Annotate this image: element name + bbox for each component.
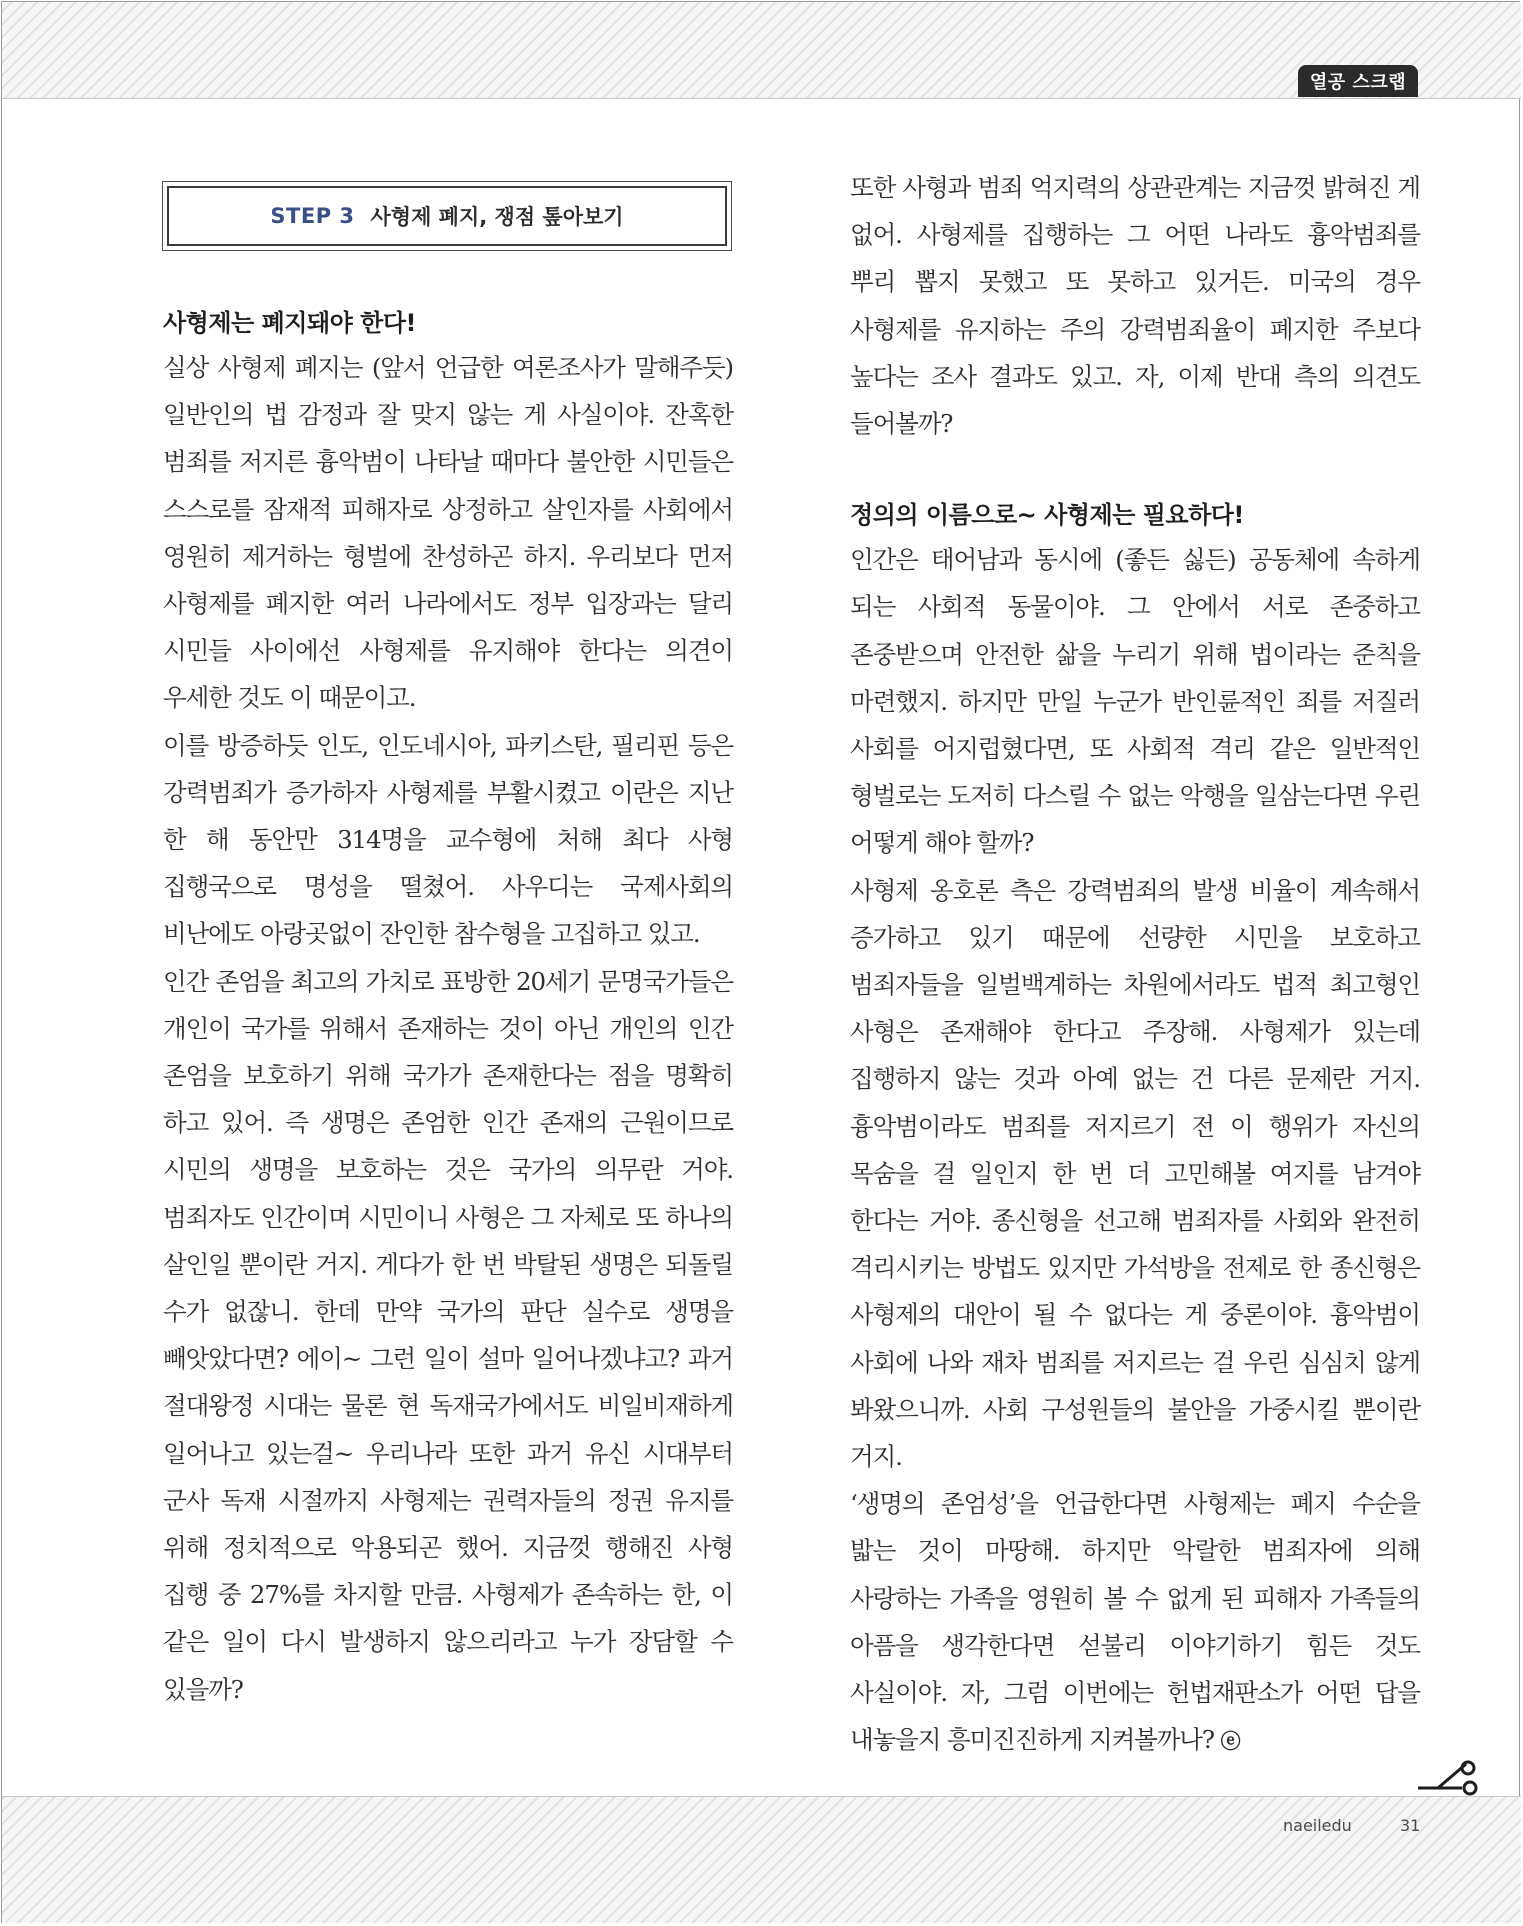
step-label: STEP 3 (270, 204, 355, 228)
step-title-box-inner (167, 186, 727, 246)
header-stripe-band (2, 2, 1521, 99)
step-title: 사형제 폐지, 쟁점 톺아보기 (370, 205, 624, 229)
footer-brand: naeiledu (1283, 1816, 1352, 1835)
left-column (163, 302, 733, 1713)
step-title-box (162, 181, 732, 251)
section-heading-retention: 정의의 이름으로~ 사형제는 필요하다! (850, 501, 1244, 530)
body-paragraph-intro: 또한 사형과 범죄 억지력의 상관관계는 지금껏 밝혀진 게 없어. 사형제를 집행하는 그 어떤 나라도 흉악범죄를 뿌리 뽑지 못했고 또 못하고 있거든. 미국의 경우 사형제를 유지하는 주의 강력범죄율이 폐지한 주보다 높다는 조사 결과도 있고. 자, 이제 반대 측의 의견도 들어볼까? (850, 173, 1420, 439)
body-paragraph: 이를 방증하듯 인도, 인도네시아, 파키스탄, 필리핀 등은 강력범죄가 증가하자 사형제를 부활시켰고 이란은 지난 한 해 동안만 314명을 교수형에 처해 최다 사형 집행국으로 명성을 떨쳤어. 사우디는 국제사회의 비난에도 아랑곳없이 잔인한 참수형을 고집하고 있고. (163, 730, 733, 949)
body-paragraph-text: ‘생명의 존엄성’을 언급한다면 사형제는 폐지 수순을 밟는 것이 마땅해. 하지만 악랄한 범죄자에 의해 사랑하는 가족을 영원히 볼 수 없게 된 피해자 가족들의 아픔을 생각한다면 섣불리 이야기하기 힘든 것도 사실이야. 자, 그럼 이번에는 헌법재판소가 어떤 답을 내놓을지 흥미진진하게 지켜볼까나? (850, 1489, 1420, 1755)
scissors-icon (1418, 1758, 1482, 1798)
body-paragraph: 사형제 옹호론 측은 강력범죄의 발생 비율이 계속해서 증가하고 있기 때문에 선량한 시민을 보호하고 범죄자들을 일벌백계하는 차원에서라도 법적 최고형인 사형은 존재해야 한다고 주장해. 사형제가 있는데 집행하지 않는 것과 아예 없는 건 다른 문제란 거지. 흉악범이라도 범죄를 저지르기 전 이 행위가 자신의 목숨을 걸 일인지 한 번 더 고민해볼 여지를 남겨야 한다는 거야. 종신형을 선고해 범죄자를 사회와 완전히 격리시키는 방법도 있지만 가석방을 전제로 한 종신형은 사형제의 대안이 될 수 없다는 게 중론이야. 흉악범이 사회에 나와 재차 범죄를 저지르는 걸 우린 심심치 않게 봐왔으니까. 사회 구성원들의 불안을 가중시킬 뿐이란 거지. (850, 875, 1420, 1472)
section-heading-abolition: 사형제는 폐지돼야 한다! (163, 309, 416, 337)
section-tag: 열공 스크랩 (1298, 65, 1418, 97)
body-paragraph: 실상 사형제 폐지는 (앞서 언급한 여론조사가 말해주듯) 일반인의 법 감정과 잘 맞지 않는 게 사실이야. 잔혹한 범죄를 저지른 흉악범이 나타날 때마다 불안한 시민들은 스스로를 잠재적 피해자로 상정하고 살인자를 사회에서 영원히 제거하는 형벌에 찬성하곤 하지. 우리보다 먼저 사형제를 폐지한 여러 나라에서도 정부 입장과는 달리 시민들 사이에선 사형제를 유지해야 한다는 의견이 우세한 것도 이 때문이고. (163, 353, 733, 713)
page-number: 31 (1400, 1816, 1421, 1835)
body-paragraph: 인간 존엄을 최고의 가치로 표방한 20세기 문명국가들은 개인이 국가를 위해서 존재하는 것이 아닌 개인의 인간 존엄을 보호하기 위해 국가가 존재한다는 점을 명확히 하고 있어. 즉 생명은 존엄한 인간 존재의 근원이므로 시민의 생명을 보호하는 것은 국가의 의무란 거야. 범죄자도 인간이며 시민이니 사형은 그 자체로 또 하나의 살인일 뿐이란 거지. 게다가 한 번 박탈된 생명은 되돌릴 수가 없잖니. 한데 만약 국가의 판단 실수로 생명을 빼앗았다면? 에이~ 그런 일이 설마 일어나겠냐고? 과거 절대왕정 시대는 물론 현 독재국가에서도 비일비재하게 일어나고 있는걸~ 우리나라 또한 과거 유신 시대부터 군사 독재 시절까지 사형제는 권력자들의 정권 유지를 위해 정치적으로 악용되곤 했어. 지금껏 행해진 사형 집행 중 27%를 차지할 만큼. 사형제가 존속하는 한, 이 같은 일이 다시 발생하지 않으리라고 누가 장담할 수 있을까? (163, 966, 733, 1704)
end-mark-icon: ⓔ (1220, 1729, 1240, 1754)
right-column (850, 164, 1420, 1766)
body-paragraph-last (850, 1480, 1420, 1765)
body-paragraph: 인간은 태어남과 동시에 (좋든 싫든) 공동체에 속하게 되는 사회적 동물이야. 그 안에서 서로 존중하고 존중받으며 안전한 삶을 누리기 위해 법이라는 준칙을 마련했지. 하지만 만일 누군가 반인륜적인 죄를 저질러 사회를 어지럽혔다면, 또 사회적 격리 같은 일반적인 형벌로는 도저히 다스릴 수 없는 악행을 일삼는다면 우린 어떻게 해야 할까? (850, 545, 1420, 858)
paragraph-gap (850, 447, 1420, 494)
